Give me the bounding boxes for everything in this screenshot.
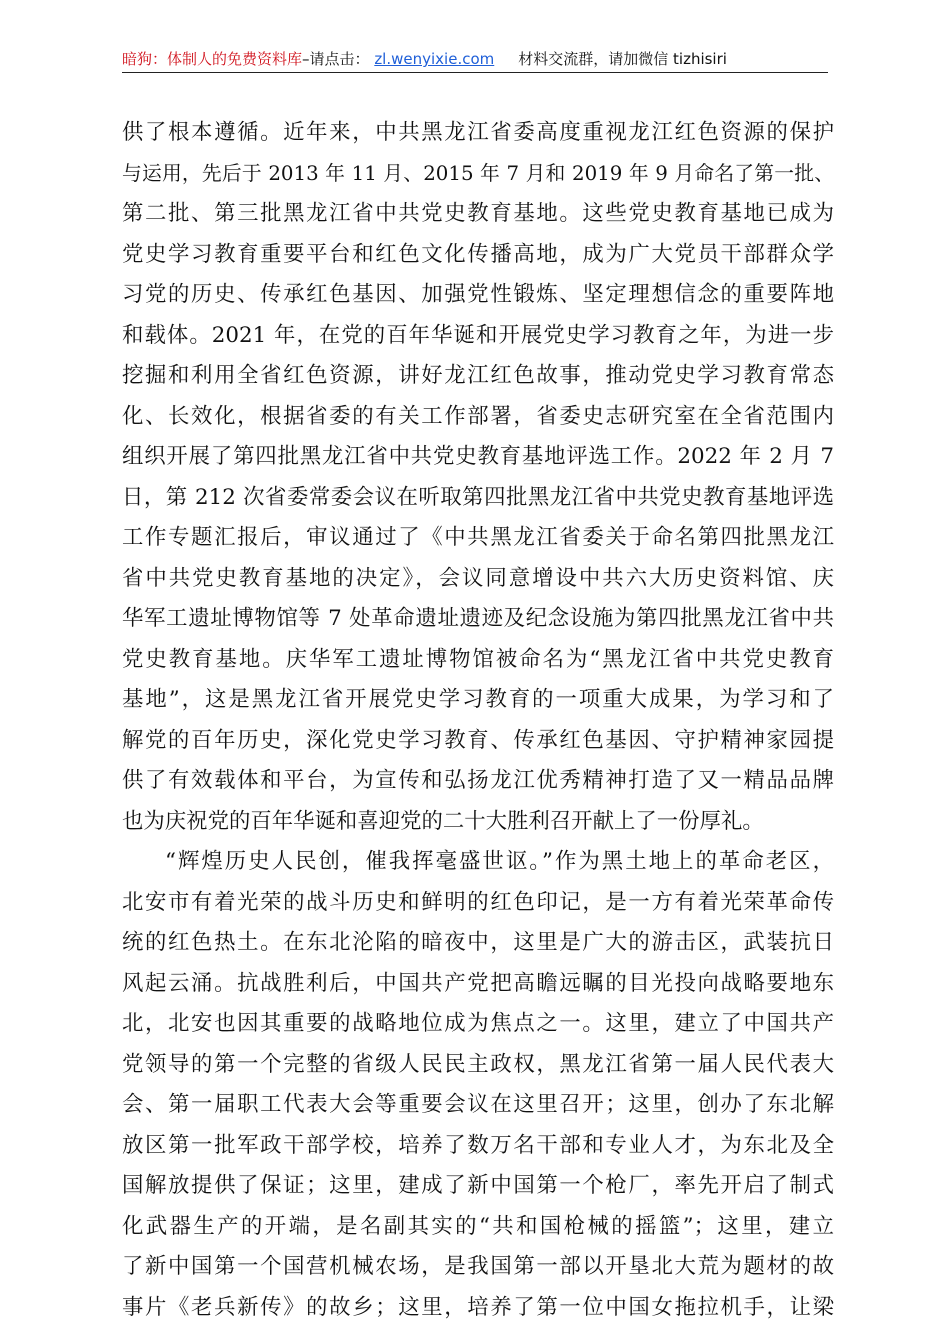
header-link[interactable]: zl.wenyixie.com	[374, 50, 495, 68]
text-line: 化、长效化，根据省委的有关工作部署，省委史志研究室在全省范围内	[122, 403, 834, 429]
text-line: 基地”，这是黑龙江省开展党史学习教育的一项重大成果，为学习和了	[122, 687, 834, 712]
document-body	[122, 113, 834, 1328]
page-header	[122, 46, 828, 73]
text-line: 习党的历史、传承红色基因、加强党性锻炼、坚定理想信念的重要阵地	[122, 282, 834, 307]
text-line: 北安市有着光荣的战斗历史和鲜明的红色印记，是一方有着光荣革命传	[122, 889, 834, 915]
text-line: 党领导的第一个完整的省级人民民主政权，黑龙江省第一届人民代表大	[122, 1051, 834, 1077]
text-line: 统的红色热土。在东北沦陷的暗夜中，这里是广大的游击区，武装抗日	[122, 930, 834, 955]
text-line: 组织开展了第四批黑龙江省中共党史教育基地评选工作。2022 年 2 月 7	[122, 444, 834, 469]
text-line: 供了根本遵循。近年来，中共黑龙江省委高度重视龙江红色资源的保护	[122, 120, 834, 145]
text-line: 与运用，先后于 2013 年 11 月、2015 年 7 月和 2019 年 9 月命名了第一批、	[122, 161, 834, 185]
text-line: “辉煌历史人民创，催我挥毫盛世讴。”作为黑土地上的革命老区，	[165, 849, 834, 874]
header-brand: 暗狗：体制人的免费资料库	[122, 50, 303, 68]
text-line: 会、第一届职工代表大会等重要会议在这里召开；这里，创办了东北解	[122, 1092, 834, 1117]
text-line: 党史教育基地。庆华军工遗址博物馆被命名为“黑龙江省中共党史教育	[122, 646, 834, 672]
header-prompt: –请点击：	[302, 50, 370, 68]
text-line: 供了有效载体和平台，为宣传和弘扬龙江优秀精神打造了又一精品品牌	[122, 768, 834, 793]
text-line: 挖掘和利用全省红色资源，讲好龙江红色故事，推动党史学习教育常态	[122, 363, 834, 388]
text-line: 和载体。2021 年，在党的百年华诞和开展党史学习教育之年，为进一步	[122, 322, 834, 348]
paragraph	[122, 842, 834, 1328]
text-line: 北，北安也因其重要的战略地位成为焦点之一。这里，建立了中国共产	[122, 1011, 834, 1036]
text-line: 事片《老兵新传》的故乡；这里，培养了第一位中国女拖拉机手，让梁	[122, 1294, 834, 1320]
text-line: 了新中国第一个国营机械农场，是我国第一部以开垦北大荒为题材的故	[122, 1254, 834, 1279]
header-contact: 材料交流群，请加微信 tizhisiri	[518, 50, 727, 68]
paragraph	[122, 113, 834, 842]
text-line: 日，第 212 次省委常委会议在听取第四批黑龙江省中共党史教育基地评选	[122, 484, 834, 510]
text-line: 解党的百年历史，深化党史学习教育、传承红色基因、守护精神家园提	[122, 727, 834, 753]
text-line: 放区第一批军政干部学校，培养了数万名干部和专业人才，为东北及全	[122, 1132, 834, 1158]
text-line: 工作专题汇报后，审议通过了《中共黑龙江省委关于命名第四批黑龙江	[122, 525, 834, 550]
text-line: 也为庆祝党的百年华诞和喜迎党的二十大胜利召开献上了一份厚礼。	[122, 808, 764, 834]
text-line: 省中共党史教育基地的决定》，会议同意增设中共六大历史资料馆、庆	[122, 565, 834, 591]
text-line: 第二批、第三批黑龙江省中共党史教育基地。这些党史教育基地已成为	[122, 201, 834, 226]
text-line: 风起云涌。抗战胜利后，中国共产党把高瞻远瞩的目光投向战略要地东	[122, 970, 834, 996]
text-line: 国解放提供了保证；这里，建成了新中国第一个枪厂，率先开启了制式	[122, 1173, 834, 1198]
text-line: 化武器生产的开端，是名副其实的“共和国枪械的摇篮”；这里，建立	[122, 1213, 834, 1239]
text-line: 华军工遗址博物馆等 7 处革命遗址遗迹及纪念设施为第四批黑龙江省中共	[122, 606, 834, 631]
text-line: 党史学习教育重要平台和红色文化传播高地，成为广大党员干部群众学	[122, 241, 834, 267]
